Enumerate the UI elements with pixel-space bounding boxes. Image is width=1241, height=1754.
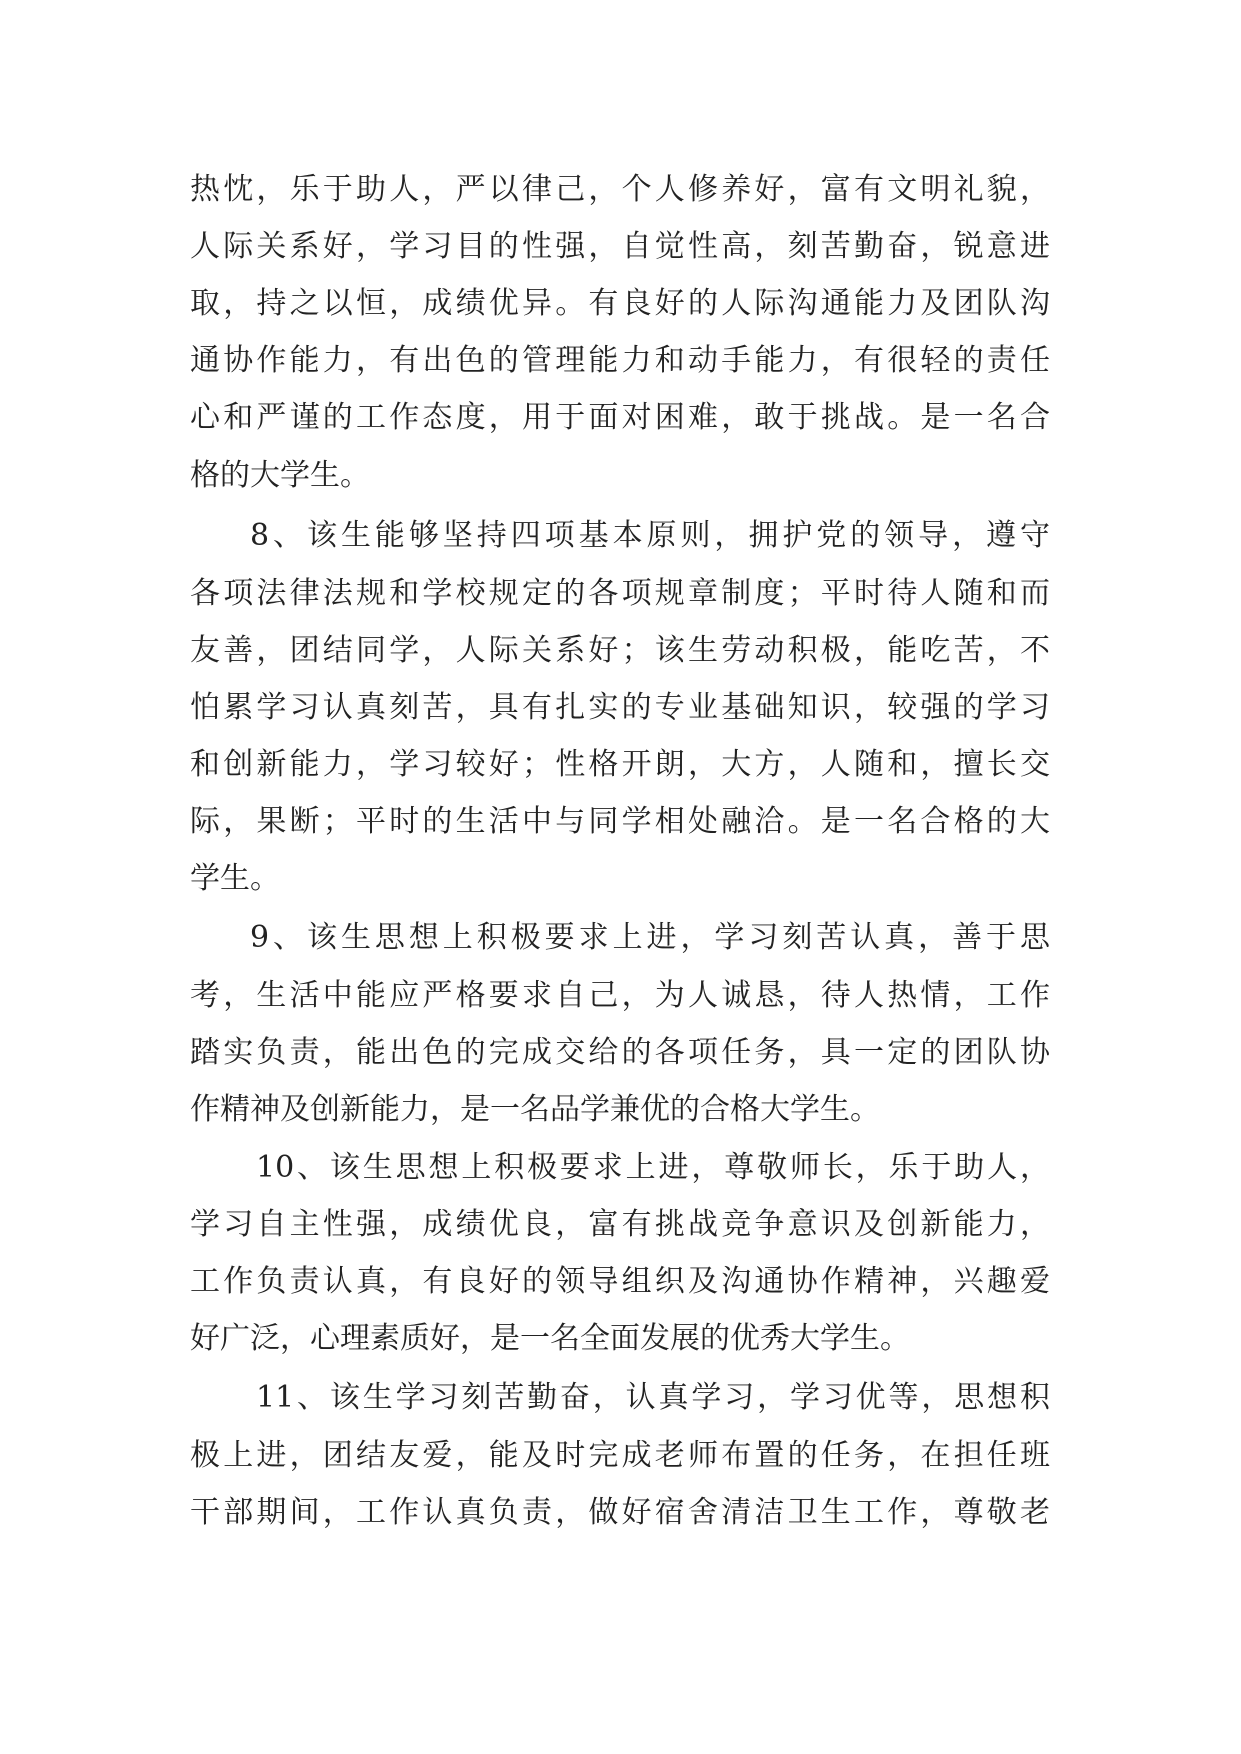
text-line: 工作负责认真，有良好的领导组织及沟通协作精神，兴趣爱 (190, 1264, 1050, 1299)
text-line: 际，果断；平时的生活中与同学相处融洽。是一名合格的大 (190, 804, 1050, 839)
text-line: 踏实负责，能出色的完成交给的各项任务，具一定的团队协 (190, 1035, 1050, 1070)
text-line: 学生。 (190, 861, 280, 896)
text-line: 各项法律法规和学校规定的各项规章制度；平时待人随和而 (190, 576, 1050, 611)
text-line: 干部期间，工作认真负责，做好宿舍清洁卫生工作，尊敬老 (190, 1495, 1050, 1530)
text-line: 作精神及创新能力，是一名品学兼优的合格大学生。 (190, 1092, 880, 1127)
text-line: 考，生活中能应严格要求自己，为人诚恳，待人热情，工作 (190, 978, 1050, 1013)
text-line: 取，持之以恒，成绩优异。有良好的人际沟通能力及团队沟 (190, 286, 1050, 321)
text-line: 怕累学习认真刻苦，具有扎实的专业基础知识，较强的学习 (190, 690, 1050, 725)
paragraph-10-first-line: 10、该生思想上积极要求上进，尊敬师长，乐于助人， (256, 1150, 1050, 1185)
text-line: 格的大学生。 (190, 458, 370, 493)
text-line: 人际关系好，学习目的性强，自觉性高，刻苦勤奋，锐意进 (190, 229, 1050, 264)
paragraph-9-first-line: 9、该生思想上积极要求上进，学习刻苦认真，善于思 (250, 920, 1050, 955)
text-line: 心和严谨的工作态度，用于面对困难，敢于挑战。是一名合 (190, 400, 1050, 435)
text-line: 和创新能力，学习较好；性格开朗，大方，人随和，擅长交 (190, 747, 1050, 782)
text-line: 通协作能力，有出色的管理能力和动手能力，有很轻的责任 (190, 343, 1050, 378)
text-line: 好广泛，心理素质好，是一名全面发展的优秀大学生。 (190, 1321, 910, 1356)
text-line: 学习自主性强，成绩优良，富有挑战竞争意识及创新能力， (190, 1207, 1050, 1242)
paragraph-11-first-line: 11、该生学习刻苦勤奋，认真学习，学习优等，思想积 (256, 1380, 1050, 1415)
paragraph-8-first-line: 8、该生能够坚持四项基本原则，拥护党的领导，遵守 (250, 518, 1050, 553)
text-line: 友善，团结同学，人际关系好；该生劳动积极，能吃苦，不 (190, 633, 1050, 668)
text-line: 热忱，乐于助人，严以律己，个人修养好，富有文明礼貌， (190, 172, 1050, 207)
text-line: 极上进，团结友爱，能及时完成老师布置的任务，在担任班 (190, 1438, 1050, 1473)
